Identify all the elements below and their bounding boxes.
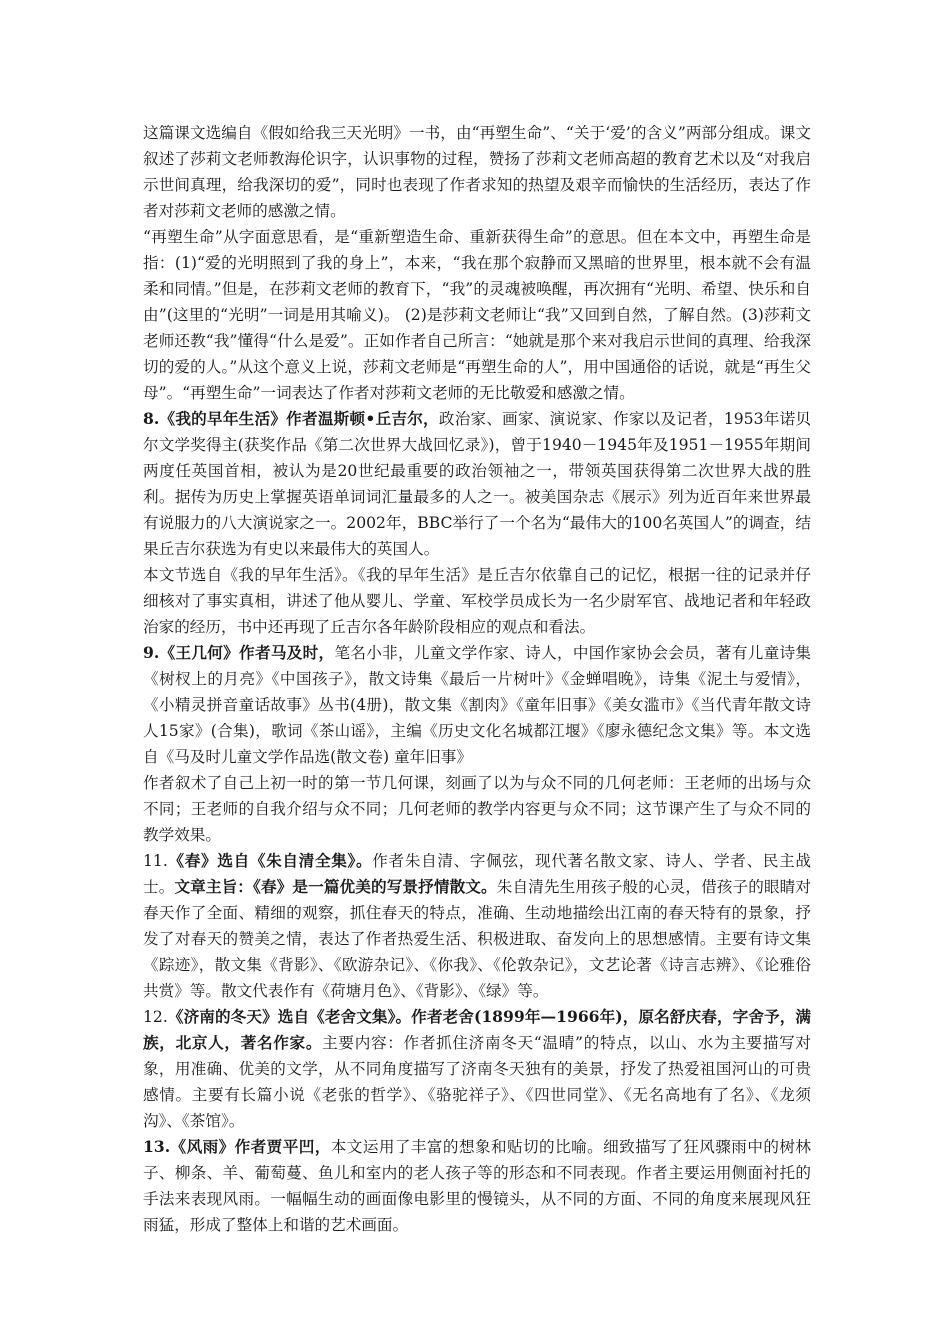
text-run: “再塑生命”从字面意思看，是“重新塑造生命、重新获得生命”的意思。但在本文中，再塑生命是指：(1)“爱的光明照到了我的身上”，本来，“我在那个寂静而又黑暗的世界里，根本就不会有温柔和同情。”但是，在莎莉文老师的教育下，“我”的灵魂被唤醒，再次拥有“光明、希望、快乐和自由”(这里的“光明”一词是用其喻义)。 (2)是莎莉文老师让“我”又回到自然，了解自然。(3)莎莉文老师还教“我”懂得“什么是爱”。正如作者自己所言：“她就是那个来对我启示世间的真理、给我深切的爱的人。”从这个意义上说，莎莉文老师是“再塑生命的人”，用中国通俗的话说，就是“再生父母”。“再塑生命”一词表达了作者对莎莉文老师的无比敬爱和感激之情。 [143,228,811,402]
text-run: 本文节选自《我的早年生活》。《我的早年生活》是丘吉尔依靠自己的记忆，根据一往的记录并仔细核对了事实真相，讲述了他从婴儿、学童、军校学员成长为一名少尉军官、战地记者和年轻政治家的经历，书中还再现了丘吉尔各年龄阶段相应的观点和看法。 [143,566,811,636]
text-run: 12. [143,1008,168,1026]
document-body [143,120,811,1238]
paragraph-fengyu [143,1134,811,1238]
theme-label: 文章主旨：《春》是一篇优美的写景抒情散文。 [174,877,497,896]
paragraph-jinan-winter [143,1004,811,1134]
text-run: 笔名小非，儿童文学作家、诗人，中国作家协会会员，著有儿童诗集《树杈上的月亮》《中国孩子》，散文诗集《最后一片树叶》《金蝉唱晚》，诗集《泥土与爱情》，《小精灵拼音童话故事》丛书(4册)，散文集《割肉》《童年旧事》《美女滥市》《当代青年散文诗人15家》(合集)，歌词《茶山谣》，主编《历史文化名城都江堰》《廖永德纪念文集》等。本文选自《马及时儿童文学作品选(散文卷) 童年旧事》 [143,644,811,766]
text-run: 朱自清先生用孩子般的心灵，借孩子的眼睛对春天作了全面、精细的观察，抓住春天的特点，准确、生动地描绘出江南的春天特有的景象，抒发了对春天的赞美之情，表达了作者热爱生活、积极进取、奋发向上的思想感情。主要有诗文集《踪迹》，散文集《背影》、《欧游杂记》、《你我》、《伦敦杂记》，文艺论著《诗言志辨》、《论雅俗共赏》等。散文代表作有《荷塘月色》、《背影》、《绿》等。 [143,878,811,1000]
paragraph-chun [143,848,811,1004]
text-run: 政治家、画家、演说家、作家以及记者，1953年诺贝尔文学奖得主(获奖作品《第二次世界大战回忆录》)，曾于1940－1945年及1951－1955年期间两度任英国首相，被认为是20世纪最重要的政治领袖之一，带领英国获得第二次世界大战的胜利。据传为历史上掌握英语单词词汇量最多的人之一。被美国杂志《展示》列为近百年来世界最有说服力的八大演说家之一。2002年，BBC举行了一个名为“最伟大的100名英国人”的调查，结果丘吉尔获选为有史以来最伟大的英国人。 [143,410,812,558]
text-run: 作者叙术了自己上初一时的第一节几何课，刻画了以为与众不同的几何老师：王老师的出场与众不同；王老师的自我介绍与众不同；几何老师的教学内容更与众不同；这节课产生了与众不同的教学效果。 [143,774,811,844]
section-heading: 9.《王几何》作者马及时， [143,643,335,662]
text-run: 本文运用了丰富的想象和贴切的比喻。细致描写了狂风骤雨中的树林子、柳条、羊、葡萄蔓、鱼儿和室内的老人孩子等的形态和不同表现。作者主要运用侧面衬托的手法来表现风雨。一幅幅生动的画面像电影里的慢镜头，从不同的方面、不同的角度来展现风狂雨猛，形成了整体上和谐的艺术画面。 [143,1138,811,1234]
text-run: 主要内容：作者抓住济南冬天“温晴”的特点，以山、水为主要描写对象，用准确、优美的文学，从不同角度描写了济南冬天独有的美景，抒发了热爱祖国河山的可贵感情。主要有长篇小说《老张的哲学》、《骆驼祥子》、《四世同堂》、《无名高地有了名》、《龙须沟》、《茶馆》。 [143,1034,811,1130]
paragraph-wangjihe-author [143,640,811,770]
text-run: 这篇课文选编自《假如给我三天光明》一书，由“再塑生命”、“关于‘爱’的含义”两部分组成。课文叙述了莎莉文老师教海伦识字，认识事物的过程，赞扬了莎莉文老师高超的教育艺术以及“对我启示世间真理，给我深切的爱”，同时也表现了作者求知的热望及艰辛而愉快的生活经历，表达了作者对莎莉文老师的感激之情。 [143,124,811,220]
section-heading: 8.《我的早年生活》作者温斯顿•丘吉尔， [143,409,439,428]
section-heading: 《济南的冬天》选自《老舍文集》。作者老舍(1899年—1966年)，原名舒庆春，字舍予，满族，北京人，著名作家。 [143,1007,811,1052]
paragraph-wangjihe-summary [143,770,811,848]
paragraph-intro-zaisu [143,120,811,224]
paragraph-zaisu-meaning [143,224,811,406]
section-heading: 《春》选自《朱自清全集》。 [167,851,373,870]
paragraph-churchill-summary [143,562,811,640]
text-run: 11. [143,852,168,870]
paragraph-churchill-author [143,406,811,562]
section-heading: 13.《风雨》作者贾平凹， [143,1137,331,1156]
text-run: 作者朱自清、字佩弦，现代著名散文家、诗人、学者、民主战士。 [143,852,811,896]
